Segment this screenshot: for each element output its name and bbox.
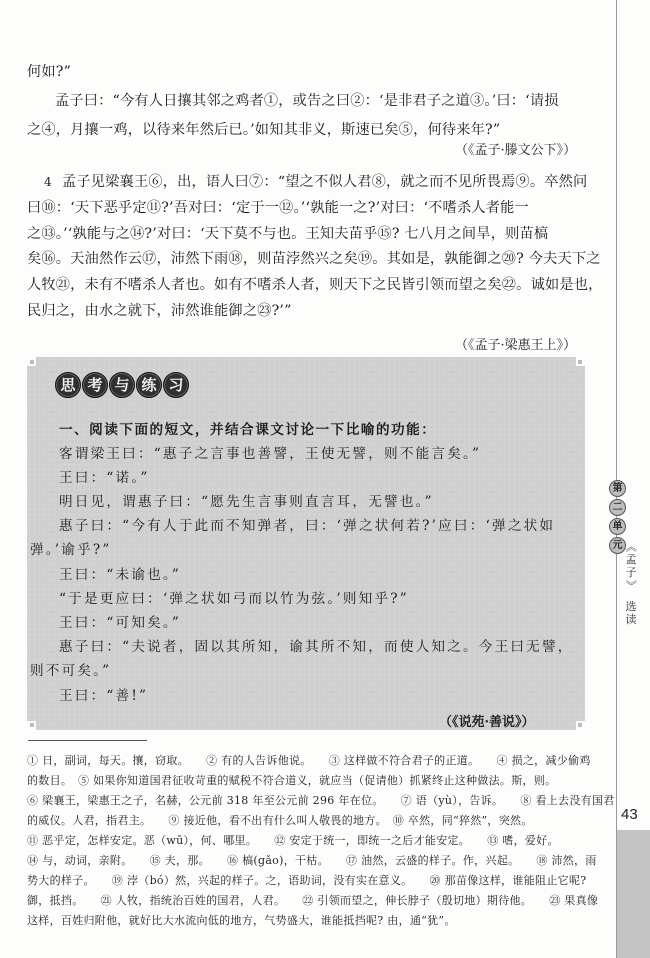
passage-line: 之⑬。’‘孰能与之⑭?’对曰：‘天下莫不与也。王知夫苗乎⑮? 七八月之间旱，则苗槁	[27, 226, 549, 242]
exercise-line: 明日见，谓惠子曰：“愿先生言事则直言耳，无譬也。”	[59, 494, 434, 510]
passage-number: 4	[44, 175, 52, 189]
unit-tag	[609, 480, 625, 556]
corner-dot	[578, 360, 582, 364]
unit-tag-char: 第	[609, 480, 626, 497]
passage-line: 孟子曰：“今有人日攘其邻之鸡者①，或告之曰②：‘是非君子之道③。’曰：‘请损	[55, 93, 559, 109]
title-badge: 思	[55, 372, 81, 398]
passage-line: 何如?”	[27, 64, 72, 80]
exercise-line: 王曰：“未谕也。”	[59, 567, 182, 583]
unit-tag-char: 二	[609, 499, 626, 516]
passage-line: 曰⑩：‘天下恶乎定⑪?’吾对曰：‘定于一⑫。’‘孰能一之?’对曰：‘不嗜杀人者能一	[27, 200, 529, 216]
footnote-line: ⑥ 梁襄王，梁惠王之子，名赫，公元前 318 年至公元前 296 年在位。 ⑦ 语（yù），告诉。 ⑧ 看上去没有国君	[27, 794, 615, 807]
exercise-heading: 一、阅读下面的短文，并结合课文讨论一下比喻的功能：	[59, 422, 437, 438]
exercise-line: 王曰：“可知矣。”	[59, 615, 182, 631]
exercise-line: 惠子曰：“夫说者，固以其所知，谕其所不知，而使人知之。今王曰无譬，	[59, 639, 574, 655]
margin-rule	[616, 0, 617, 958]
page-number: 43	[621, 806, 638, 823]
corner-dot	[578, 723, 582, 727]
passage-line: 人牧㉑，未有不嗜杀人者也。如有不嗜杀人者，则天下之民皆引领而望之矣㉒。诚如是也，	[27, 277, 603, 293]
passage-line: 之④，月攘一鸡，以待来年然后已。’如知其非义，斯速已矣⑤，何待来年?”	[27, 122, 501, 138]
exercise-line: “于是更应曰：‘弹之状如弓而以竹为弦。’则知乎?”	[59, 591, 409, 607]
book-title-char: 读	[625, 613, 637, 626]
title-badge: 与	[109, 372, 135, 398]
passage-line: 孟子见梁襄王⑥，出，语人曰⑦：“望之不似人君⑧，就之而不见所畏焉⑨。卒然问	[62, 174, 588, 190]
book-title-char: 》	[624, 580, 638, 591]
passage-line: 矣⑯。天油然作云⑰，沛然下雨⑱，则苗浡然兴之矣⑲。其如是，孰能御之⑳? 今夫天下之	[27, 251, 601, 267]
footnote-line: 的威仪。人君，指君主。 ⑨ 接近他，看不出有什么叫人敬畏的地方。 ⑩ 卒然，同“猝然”，突然。	[27, 814, 533, 827]
exercise-line: 惠子曰：“今有人于此而不知弹者，曰：‘弹之状何若?’应曰：‘弹之状如	[59, 518, 556, 534]
footnote-line: ⑭ 与，动词，亲附。 ⑮ 夫，那。 ⑯ 槁(gǎo)，干枯。 ⑰ 油然，云盛的样子。作，兴起。 ⑱ 沛然，雨	[27, 854, 597, 867]
title-badge: 习	[163, 372, 189, 398]
passage-line: 民归之，由水之就下，沛然谁能御之㉓?’”	[27, 303, 292, 319]
corner-dot	[30, 723, 34, 727]
footnote-line: 这样，百姓归附他，就好比大水流向低的地方，气势盛大，谁能抵挡呢? 由，通“犹”。	[27, 914, 456, 927]
title-badge: 练	[136, 372, 162, 398]
exercise-line: 客谓梁王曰：“惠子之言事也善譬，王使无譬，则不能言矣。”	[59, 446, 482, 462]
exercise-title	[55, 372, 190, 398]
exercise-line: 王曰：“诺。”	[59, 470, 150, 486]
book-title-char: 子	[625, 566, 637, 579]
exercise-line: 弹。’谕乎?”	[30, 542, 112, 558]
footnote-rule	[28, 740, 147, 741]
book-title-char: 《	[624, 541, 638, 552]
footnote-line: 势大的样子。 ⑲ 浡（bó）然，兴起的样子。之，语助词，没有实在意义。 ⑳ 那苗像这样，谁能阻止它呢?	[27, 874, 587, 887]
book-title-char: 选	[625, 600, 637, 613]
book-title-char: 孟	[625, 553, 637, 566]
book-title-vertical	[624, 540, 638, 626]
passage-4-source: （《孟子·梁惠王上》）	[455, 338, 577, 353]
exercise-line: 则不可矣。”	[30, 663, 112, 679]
unit-tag-char: 单	[609, 518, 626, 535]
exercise-line: 王曰：“善!”	[59, 688, 149, 704]
page-tab-block	[617, 830, 650, 958]
title-badge: 考	[82, 372, 108, 398]
exercise-box	[27, 357, 585, 730]
footnote-line: ① 日，副词，每天。攘，窃取。 ② 有的人告诉他说。 ③ 这样做不符合君子的正道。 ④ 损之，减少偷鸡	[27, 754, 591, 767]
footnote-line: ⑪ 恶乎定，怎样安定。恶（wū），何、哪里。 ⑫ 安定于统一，即统一之后才能安定。 ⑬ 嗜，爱好。	[27, 834, 559, 847]
footnote-line: 御，抵挡。 ㉑ 人牧，指统治百姓的国君，人君。 ㉒ 引领而望之，伸长脖子（殷切地）期待他。 ㉓ 果真像	[27, 894, 599, 907]
unit-tag-char: 元	[609, 537, 626, 554]
passage-3-source: （《孟子·滕文公下》）	[455, 143, 577, 158]
corner-dot	[30, 360, 34, 364]
exercise-source: （《说苑·善说》）	[439, 715, 535, 730]
footnote-line: 的数目。 ⑤ 如果你知道国君征收苛重的赋税不符合道义，就应当（促请他）抓紧终止这种做法。斯，则。	[27, 774, 557, 787]
